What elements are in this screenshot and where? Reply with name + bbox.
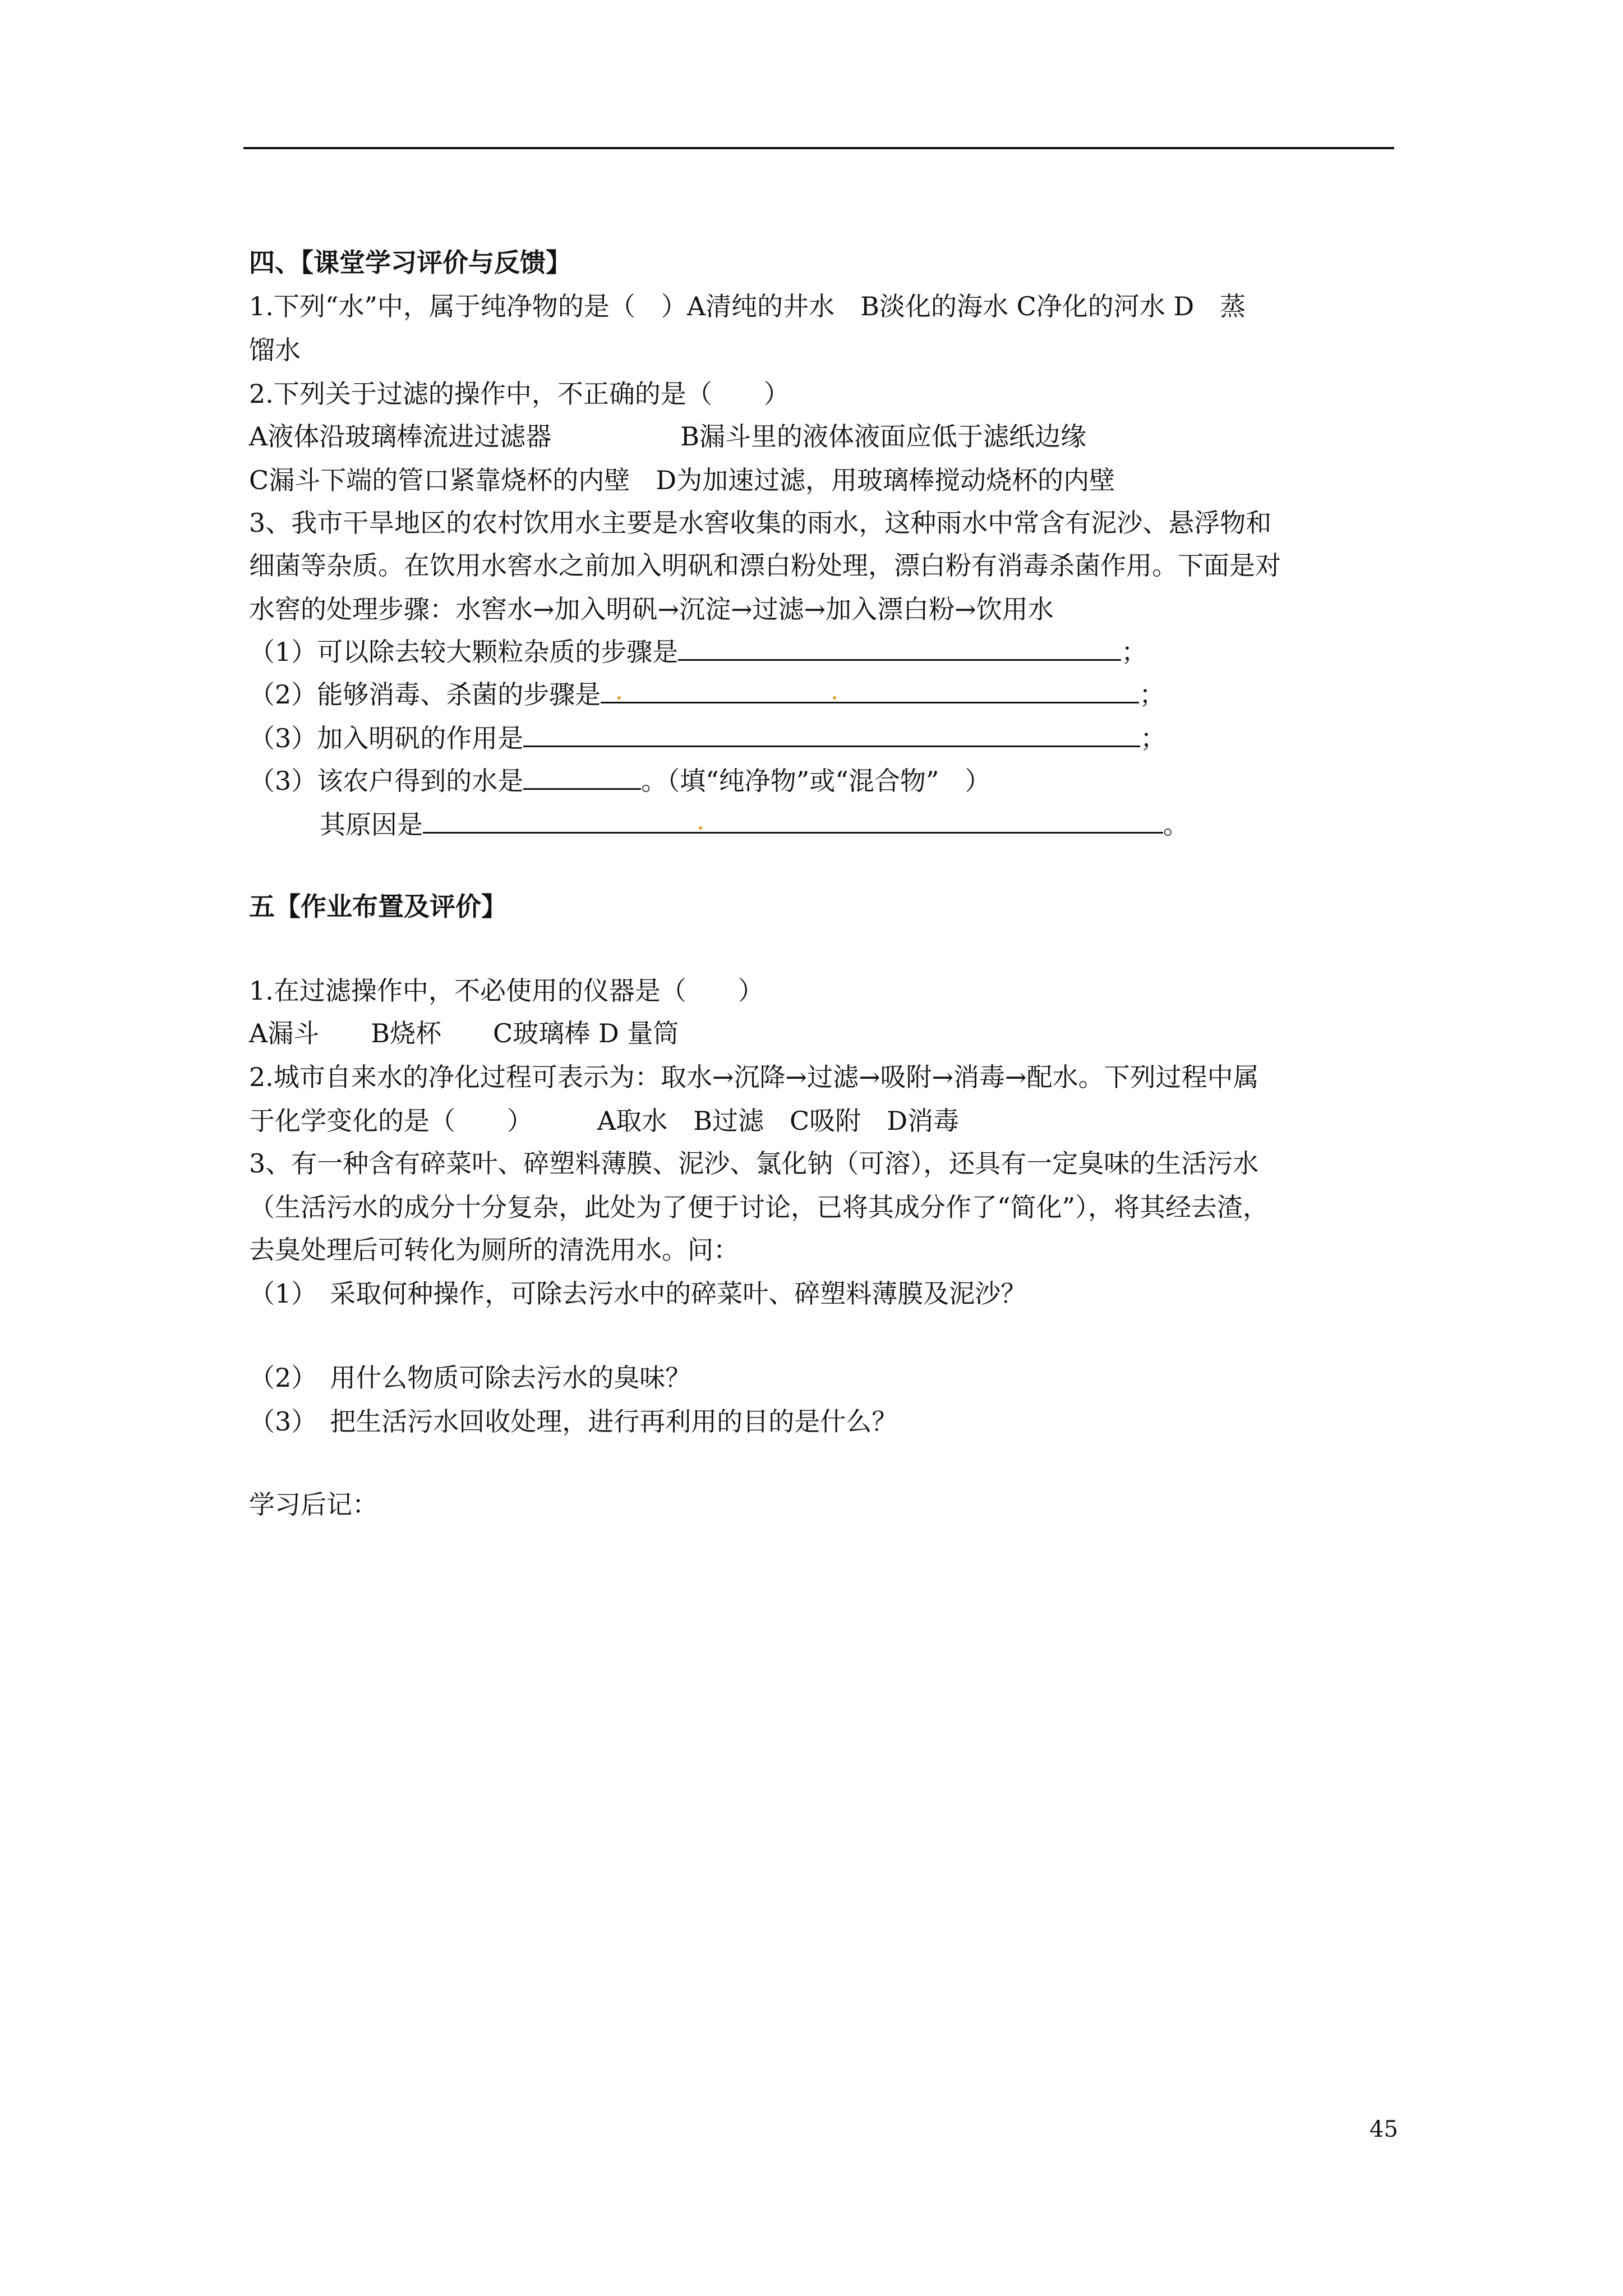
s4-q3-sub4-hint: 。（填“纯净物”或“混合物” ）	[641, 766, 991, 796]
s5-q3-line3: 去臭处理后可转化为厕所的清洗用水。问：	[249, 1235, 739, 1265]
s5-q3-sub2: （2） 用什么物质可除去污水的臭味？	[249, 1363, 691, 1393]
s4-q2-options-ab: A液体沿玻璃棒流进过滤器 B漏斗里的液体液面应低于滤纸边缘	[249, 421, 1087, 452]
notes-label: 学习后记：	[249, 1489, 378, 1520]
section4-heading: 四、【课堂学习评价与反馈】	[249, 247, 571, 278]
s5-q1-options: A漏斗 B烧杯 C玻璃棒 D 量筒	[249, 1018, 679, 1048]
semicolon: ；	[1139, 679, 1165, 710]
s4-q1-line2: 馏水	[249, 335, 301, 365]
s4-q2-options-cd: C漏斗下端的管口紧靠烧杯的内壁 D为加速过滤，用玻璃棒搅动烧杯的内壁	[249, 465, 1115, 495]
section5-heading: 五【作业布置及评价】	[249, 891, 507, 922]
highlight-dot	[833, 696, 836, 700]
s4-q3-sub2-row	[249, 678, 1165, 711]
semicolon: ；	[1121, 637, 1147, 667]
s4-q3-line2: 细菌等杂质。在饮用水窖水之前加入明矾和漂白粉处理，漂白粉有消毒杀菌作用。下面是对	[249, 550, 1281, 581]
s5-q3-line1: 3、有一种含有碎菜叶、碎塑料薄膜、泥沙、氯化钠（可溶），还具有一定臭味的生活污水	[249, 1148, 1259, 1179]
s4-q3-sub3-row	[249, 721, 1166, 755]
answer-blank-1[interactable]	[678, 637, 1121, 661]
page-number: 45	[1370, 2116, 1398, 2142]
highlight-dot	[617, 696, 621, 700]
s4-q3-sub3-label: （3）加入明矾的作用是	[249, 723, 524, 753]
header-rule	[243, 147, 1394, 149]
s5-q2-line2: 于化学变化的是（ ） A取水 B过滤 C吸附 D消毒	[249, 1106, 960, 1136]
answer-blank-2[interactable]	[601, 679, 1139, 703]
answer-blank-4[interactable]	[523, 766, 641, 790]
s4-q3-sub5-label: 其原因是	[320, 809, 423, 840]
answer-blank-3[interactable]	[523, 723, 1140, 747]
s4-q3-line3: 水窖的处理步骤：水窖水→加入明矾→沉淀→过滤→加入漂白粉→饮用水	[249, 594, 1054, 624]
s4-q3-sub2-label: （2）能够消毒、杀菌的步骤是	[249, 679, 601, 710]
s5-q2-line1: 2.城市自来水的净化过程可表示为：取水→沉降→过滤→吸附→消毒→配水。下列过程中属	[249, 1062, 1259, 1092]
s4-q3-sub4-label: （3）该农户得到的水是	[249, 766, 524, 796]
s5-q3-sub1: （1） 采取何种操作，可除去污水中的碎菜叶、碎塑料薄膜及泥沙？	[249, 1278, 1027, 1309]
semicolon: ；	[1140, 723, 1166, 753]
s4-q3-line1: 3、我市干旱地区的农村饮用水主要是水窖收集的雨水，这种雨水中常含有泥沙、悬浮物和	[249, 508, 1272, 538]
s5-q3-sub3: （3） 把生活污水回收处理，进行再利用的目的是什么？	[249, 1406, 898, 1437]
s4-q3-sub1-label: （1）可以除去较大颗粒杂质的步骤是	[249, 637, 679, 667]
period: 。	[1163, 809, 1189, 840]
s4-q3-sub4-row	[249, 764, 990, 798]
s5-q1-stem: 1.在过滤操作中，不必使用的仪器是（ ）	[249, 976, 764, 1006]
s5-q3-line2: （生活污水的成分十分复杂，此处为了便于讨论，已将其成分作了“简化”），将其经去渣，	[249, 1192, 1269, 1222]
answer-blank-5[interactable]	[423, 809, 1163, 834]
s4-q3-sub5-row	[320, 808, 1189, 841]
s4-q2-stem: 2.下列关于过滤的操作中，不正确的是（ ）	[249, 379, 790, 409]
highlight-dot	[699, 826, 702, 830]
s4-q3-sub1-row	[249, 635, 1147, 669]
s4-q1-line1: 1.下列“水”中，属于纯净物的是（ ）A清纯的井水 B淡化的海水 C净化的河水 D 蒸	[249, 291, 1246, 321]
